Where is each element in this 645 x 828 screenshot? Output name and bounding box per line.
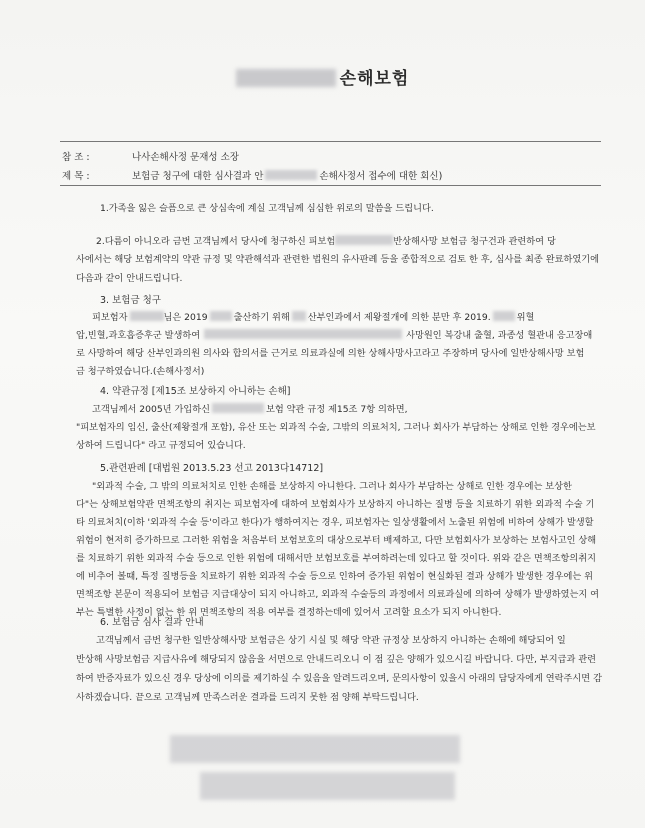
redacted [210, 311, 232, 321]
section-5-line-6: 에 비추어 볼때, 특정 질병등을 치료하기 위한 외과적 수술 등으로 인하여 증가된 위험이 현실화된 결과 상해가 발생한 경우에는 위 [76, 571, 593, 582]
redacted [204, 329, 402, 339]
section-2-line-2: 사에서는 해당 보험계약의 약관 규정 및 약관해석과 관련한 법원의 유사판례 등을 종합적으로 검토 한 후, 심사를 최종 완료하였기에 [76, 254, 599, 265]
redacted [212, 403, 264, 413]
section-3-line-3: 로 사망하여 해당 산부인과의원 의사와 합의서를 근거로 의료과실에 의한 상해사망사고라고 주장하며 당사에 일반상해사망 보험 [76, 348, 585, 359]
section-6-line-4: 사하겠습니다. 끝으로 고객님께 만족스러운 결과를 드리지 못한 점 양해 부탁드립니다. [76, 692, 419, 703]
section-4-line-2: "피보험자의 임신, 출산(제왕절개 포함), 유산 또는 외과적 수술, 그밖의 의료처치, 그러나 회사가 부담하는 상해로 인한 경우에는보 [76, 422, 596, 433]
header-bottom-rule [60, 185, 601, 186]
section-5-line-4: 위험이 현저히 증가하므로 그러한 위험을 처음부터 보험보호의 대상으로부터 배제하고, 다만 보험회사가 보상하는 보험사고인 상해 [76, 535, 597, 546]
section-6-line-3: 하여 반증자료가 있으신 경우 당상에 이의를 제기하실 수 있음을 알려드리오며, 문의사항이 있을시 아래의 담당자에게 연락주시면 감 [76, 673, 602, 684]
section-5-line-3: 타 의료처치(이하 '외과적 수술 등'이라고 한다)가 행하여지는 경우, 피보험자는 일상생활에서 노출된 위험에 비하여 상해가 발생할 [76, 517, 594, 528]
section-4-heading: 4. 약관규정 [제15조 보상하지 아니하는 손해] [100, 386, 291, 397]
redacted-signature-line-1 [170, 735, 460, 763]
section-2-line-1: 2.다름이 아니오라 금번 고객님께서 당사에 청구하신 피보험 반상해사망 보험금 청구건과 관련하여 당 [96, 236, 556, 247]
section-3-line-2: 압,빈혈,과호흡증후군 발생하여 사망원인 복강내 출혈, 과종성 혈관내 응고장애 [76, 330, 593, 341]
subject-line [62, 168, 442, 182]
redacted-name [335, 235, 393, 245]
section-6-line-1: 고객님께서 금번 청구한 일반상해사망 보험금은 상기 시실 및 해당 약관 규정상 보상하지 아니하는 손해에 해당되어 일 [96, 635, 566, 646]
section-6-line-2: 반상해 사망보험금 지급사유에 해당되지 않음을 서면으로 안내드리오니 이 점 깊은 양해가 있으시길 바랍니다. 다만, 부지급과 관련 [76, 654, 597, 665]
redacted-signature-line-2 [200, 772, 455, 800]
subject-label: 제 목 : [62, 171, 90, 182]
section-4-line-3: 상하여 드립니다" 라고 규정되어 있습니다. [76, 440, 246, 451]
section-6-heading: 6. 보험금 심사 결과 안내 [100, 617, 204, 628]
document-title: 손해보험 [0, 64, 645, 89]
section-3-heading: 3. 보험금 청구 [100, 295, 161, 306]
section-4-line-1: 고객님께서 2005년 가입하신 보험 약관 규정 제15조 7항 의하면, [92, 404, 408, 415]
section-5-line-5: 를 치료하기 위한 외과적 수술 등으로 인한 위험에 대해서만 보험보호를 부여하려는데 있다고 할 것이다. 위와 같은 면책조항의취지 [76, 553, 597, 564]
header-top-rule [60, 141, 601, 142]
subject-value-a: 보험금 청구에 대한 심사결과 안 [132, 171, 264, 182]
section-5-line-2: 다"는 상해보험약관 면책조항의 취지는 피보험자에 대하여 보험회사가 보상하지 아니하는 질병 등을 치료하기 위한 외과적 수술 기 [76, 499, 595, 510]
section-5-line-1: "외과적 수술, 그 밖의 의료처치로 인한 손해를 보상하지 아니한다. 그러나 회사가 부담하는 상해로 인한 경우에는 보상한 [92, 481, 572, 492]
subject-value-b: 손해사정서 접수에 대한 회신) [319, 171, 443, 182]
section-5-heading: 5.관련판례 [대법원 2013.5.23 선고 2013다14712] [100, 463, 324, 474]
redacted [130, 311, 164, 321]
redacted-company-name [236, 69, 336, 87]
section-2-line-3: 다음과 같이 안내드립니다. [76, 273, 183, 284]
reference-line [62, 149, 239, 163]
section-3-line-1: 피보험자 님은 2019 출산하기 위해 산부인과에서 제왕절개에 의한 분만 후 2019. 위혈 [92, 312, 535, 323]
section-1: 1.가족을 잃은 슬픔으로 큰 상심속에 계실 고객님께 심심한 위로의 말씀을 드립니다. [100, 203, 434, 214]
reference-label: 참 조 : [62, 152, 90, 163]
section-3-line-4: 금 청구하였습니다.(손해사정서) [76, 366, 205, 377]
redacted [292, 311, 306, 321]
reference-value: 나사손해사정 문재성 소장 [132, 152, 239, 163]
redacted [493, 311, 515, 321]
section-5-line-7: 면책조항 본문이 적용되어 보험금 지급대상이 되지 아니하고, 외과적 수술등의 과정에서 의료과실에 의하여 상해가 발생하였는지 여 [76, 589, 600, 600]
redacted-subject [265, 170, 317, 180]
section-5-line-8: 부는 특별한 사정이 없는 한 위 면책조항의 적용 여부를 결정하는데에 있어서 고려할 요소가 되지 아니한다. [76, 607, 502, 618]
